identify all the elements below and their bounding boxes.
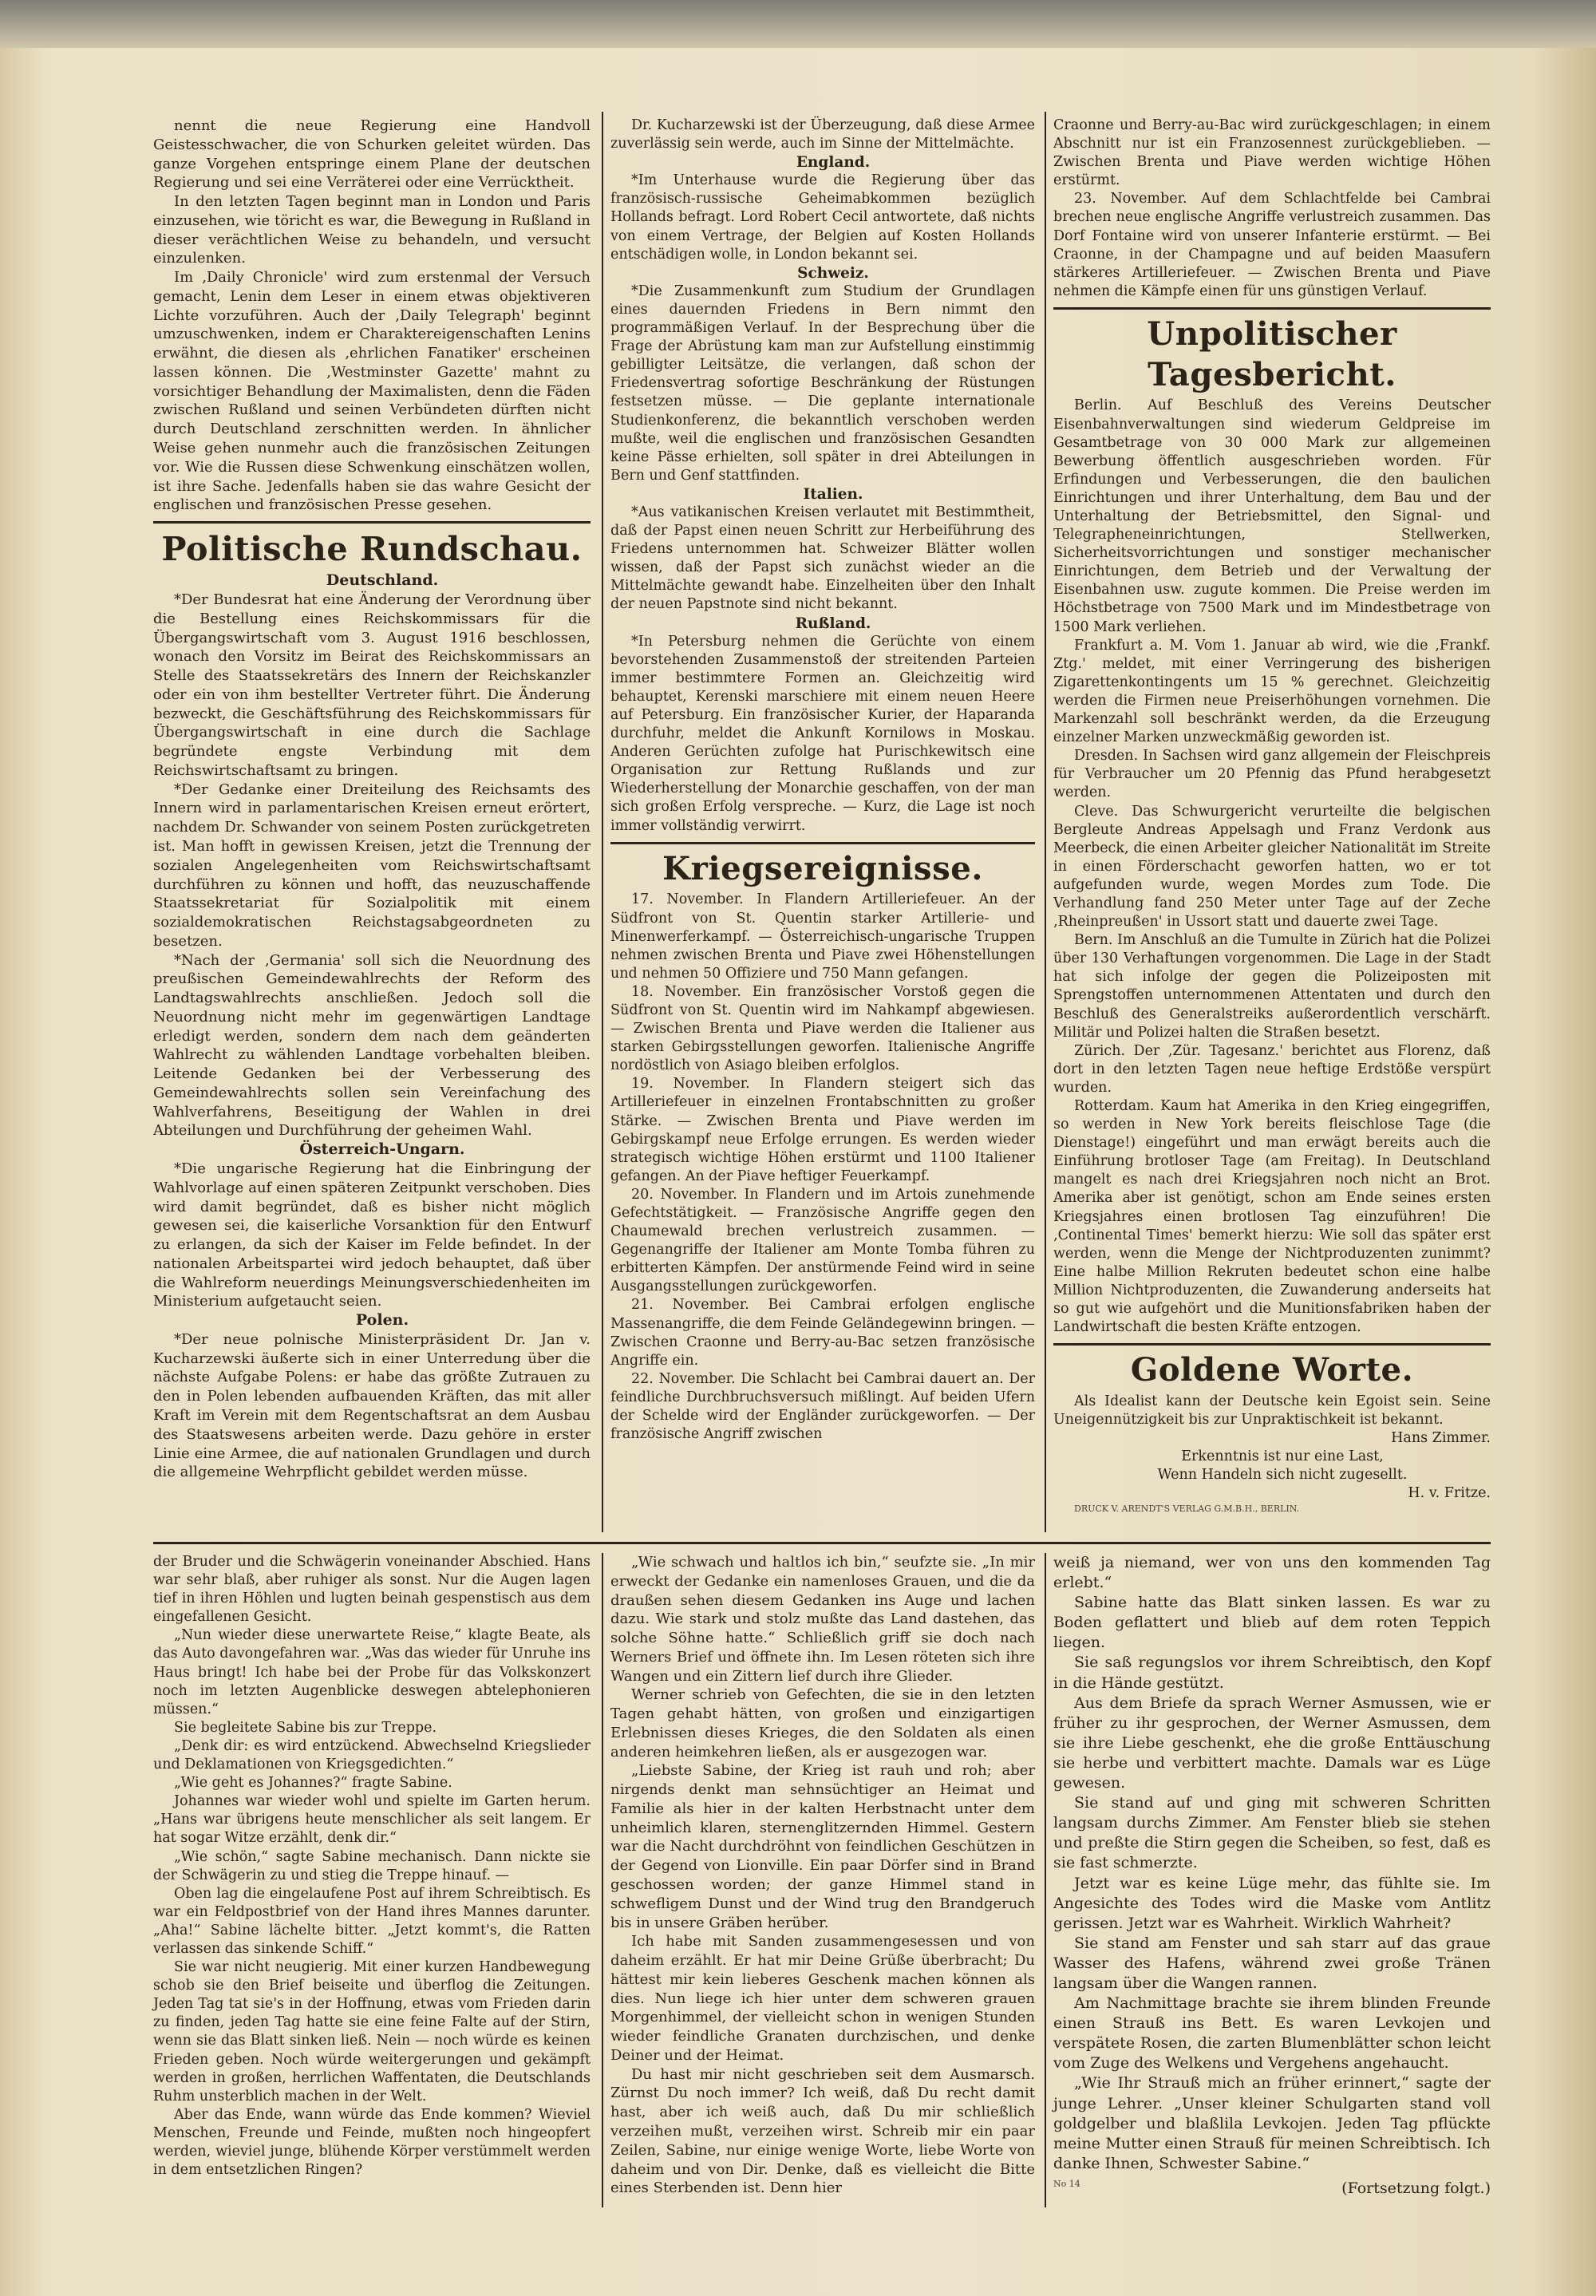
col1-para: *Der Bundesrat hat eine Änderung der Verordnung über die Bestellung eines Reichskommissars für die Übergangswirtschaft vom 3. August 1916 beschlossen, wonach den Vorsitz im Beirat des Reichskommissars an Stelle des Staatssekretärs des Innern der Reichskanzler oder ein von ihm bestellter Vertreter führt. Die Änderung bezweckt, die Geschäftsführung des Reichskommissars für Übergangswirtschaft in eine durch die Sachlage begründete engste Verbindung mit dem Reichswirtschaftsamt zu bringen. [153,591,591,779]
serial-para: Aus dem Briefe da sprach Werner Asmussen, wie er früher zu ihr gesprochen, der Werner Asmussen, dem sie ihre Liebe geschenkt, ehe die große Enttäuschung sie herbe und verbittert machte. Damals war es Lüge gewesen. [1053,1693,1491,1792]
serial-para: Jetzt war es keine Lüge mehr, das fühlte sie. Im Angesichte des Todes wird die Maske vom Antlitz gerissen. Jetzt war es Wahrheit. Wirklich Wahrheit? [1053,1874,1491,1932]
serial-para: der Bruder und die Schwägerin voneinander Abschied. Hans war sehr blaß, aber ruhiger als sonst. Nur die Augen lagen tief in ihren Höhlen und lugten beinah gespenstisch aus dem eingefallenen Gesicht. [153,1554,591,1626]
war-report: 20. November. In Flandern und im Artois zunehmende Gefechtstätigkeit. — Französische Angriffe gegen den Chaumewald brechen verlustreich zusammen. — Gegenangriffe der Italiener am Monte Tomba führen zu erbitterten Kämpfen. Der anstürmende Feind wird in seine Ausgangsstellungen zurückgeworfen. [610,1186,1035,1295]
news-item: Frankfurt a. M. Vom 1. Januar ab wird, wie die ‚Frankf. Ztg.' meldet, mit einer Verringerung des bisherigen Zigarettenkontingents um 15 % gerechnet. Gleichzeitig werden die Firmen neue Preiserhöhungen vornehmen. Die Markenzahl soll beschränkt werden, da die Erzeugung einzelner Marken unzweckmäßig geworden ist. [1053,637,1491,746]
col1-para: Im ‚Daily Chronicle' wird zum erstenmal der Versuch gemacht, Lenin dem Leser in einem etwas objektiveren Lichte vorzuführen. Auch der ‚Daily Telegraph' beginnt umzuschwenken, indem er Charaktereigenschaften Lenins erwähnt, die diesen als ‚ehrlichen Fanatiker' erscheinen lassen können. Die ‚Westminster Gazette' mahnt zu vorsichtiger Behandlung der Maximalisten, denn die Fäden zwischen Rußland und seinen Verbündeten dürften nicht durch Deutschland zerschnitten werden. In ähnlicher Weise gehen nunmehr auch die französischen Zeitungen vor. Wie die Russen diese Schwenkung einschätzen wollen, ist ihre Sache. Jedenfalls haben sie das wahre Gesicht der englischen und französischen Presse gesehen. [153,269,591,514]
serial-para: Sie stand auf und ging mit schweren Schritten langsam durchs Zimmer. Am Fenster blieb sie stehen und preßte die Stirn gegen die Scheiben, so fest, daß es sie fast schmerzte. [1053,1794,1491,1872]
war-report: 19. November. In Flandern steigert sich das Artilleriefeuer in einzelnen Frontabschnitten zu großer Stärke. — Zwischen Brenta und Piave werden im Gebirgskampf neue Erfolge errungen. Es werden wieder strategisch wichtige Höhen erstürmt und 1100 Italiener gefangen. An der Piave heftiger Feuerkampf. [610,1076,1035,1184]
column-2-upper [610,117,1035,1444]
subhead-schweiz: Schweiz. [797,264,869,282]
quote-author: Hans Zimmer. [1391,1430,1491,1447]
col2-para: *Aus vatikanischen Kreisen verlautet mit Bestimmtheit, daß der Papst einen neuen Schritt zur Herbeiführung des Friedens unternommen hat. Schweizer Blätter wollen wissen, daß der Papst sich zunächst wieder an die Mittelmächte gewandt habe. Einzelheiten über den Inhalt der neuen Papstnote sind nicht bekannt. [610,504,1035,613]
news-item: Cleve. Das Schwurgericht verurteilte die belgischen Bergleute Andreas Appelsagh und Franz Verdonk aus Meerbeck, die einen Arbeiter gleicher Nationalität im Streite in einen Förderschacht geworfen hatten, wo er tot aufgefunden wurde, wegen Mordes zum Tode. Die Verhandlung fand 250 Meter unter Tage auf der Zeche ‚Rheinpreußen' in Ussort statt und dauerte zwei Tage. [1053,803,1491,931]
quote-author: H. v. Fritze. [1408,1485,1491,1502]
subhead-england: England. [796,154,871,172]
war-report: 17. November. In Flandern Artilleriefeuer. An der Südfront von St. Quentin starker Artillerie- und Minenwerferkampf. — Österreichisch-ungarische Truppen nehmen zwischen Brenta und Piave zwei Höhenstellungen und nehmen 50 Offiziere und 750 Mann gefangen. [610,891,1035,982]
section-divider [153,1542,1491,1544]
serial-para: „Wie geht es Johannes?“ fragte Sabine. [174,1775,452,1792]
serial-para: Johannes war wieder wohl und spielte im Garten herum. „Hans war übrigens heute menschlicher als seit langem. Er hat sogar Witze erzählt, denk dir.“ [153,1793,591,1847]
serial-para: Sie war nicht neugierig. Mit einer kurzen Handbewegung schob sie den Brief beiseite und überflog die Zeitungen. Jeden Tag tat sie's in der Hoffnung, etwas vom Frieden darin zu finden, jeden Tag hatte sie eine feine Falte auf der Stirn, wenn sie das Blatt sinken ließ. Nein — noch würde es keinen Frieden geben. Noch würde weitergerungen und gekämpft werden in großen, herrlichen Waffentaten, die Deutschlands Ruhm unsterblich machen in der Welt. [153,1959,591,2104]
serial-para: Oben lag die eingelaufene Post auf ihrem Schreibtisch. Es war ein Feldpostbrief von der Hand ihres Mannes darunter. „Aha!“ Sabine lächelte bitter. „Jetzt kommt's, die Ratten verlassen das sinkende Schiff.“ [153,1885,591,1957]
news-item: Rotterdam. Kaum hat Amerika in den Krieg eingegriffen, so werden in New York bereits fleischlose Tage (die Dienstage!) eingeführt und man erwägt bereits auch die Einführung brotloser Tage (am Freitag). In Deutschland mangelt es nach drei Kriegsjahren noch nicht an Brot. Amerika aber ist genötigt, schon am Ende seines ersten Kriegsjahres einen brotlosen Tag einzuführen! Die ‚Continental Times' bemerkt hierzu: Wie soll das später erst werden, wenn die Menge der Nichtproduzenten zunimmt? Eine halbe Million Rekruten bedeutet schon eine halbe Million Nichtproduzenten, die Zuwanderung anderseits hat so gut wie aufgehört und die Munitionsfabriken haben der Landwirtschaft die besten Kräfte entzogen. [1053,1098,1491,1336]
column-1-upper [153,117,591,1482]
news-item: Bern. Im Anschluß an die Tumulte in Zürich hat die Polizei über 130 Verhaftungen vorgenommen. Die Lage in der Stadt hat sich infolge der gegen die Polizeiposten mit Sprengstoffen unternommenen Attentaten und durch den Beschluß des Generalstreiks außerordentlich verschärft. Militär und Polizei halten die Straßen besetzt. [1053,932,1491,1041]
headline-kriegsereignisse: Kriegsereignisse. [610,842,1035,890]
serial-column-2 [610,1553,1035,2198]
war-report: 22. November. Die Schlacht bei Cambrai dauert an. Der feindliche Durchbruchsversuch mißlingt. Auf beiden Ufern der Schelde wird der Engländer zurückgeworfen. — Der französische Angriff zwischen [610,1370,1035,1443]
column-rule [1045,112,1046,1532]
printer-imprint: DRUCK V. ARENDT'S VERLAG G.M.B.H., BERLIN. [1074,1503,1300,1514]
serial-para: „Liebste Sabine, der Krieg ist rauh und roh; aber nirgends denkt man sehnsüchtiger an Heimat und Familie als hier in der kalten Herbstnacht unter dem unheimlich klaren, sternenglitzernden Himmel. Gestern war die Nacht durchdröhnt von feindlichen Geschützen in der Gegend von Lionville. Ein paar Dörfer sind in Brand geschossen worden; der ganze Himmel stand in schwefligem Dunst und der Wind trug den Brandgeruch bis in unsere Gräben herüber. [610,1762,1035,1931]
verse-line: Wenn Handeln sich nicht zugesellt. [1157,1467,1408,1484]
serial-para: Ich habe mit Sanden zusammengesessen und von daheim erzählt. Er hat mir Deine Grüße überbracht; Du hättest mir kein lieberes Geschenk machen können als dies. Nun liege ich hier unter dem schweren grauen Morgenhimmel, der vielleicht schon in wenigen Stunden wieder feindliche Granaten durchzischen, und denke Deiner und der Heimat. [610,1933,1035,2064]
serial-para: „Wie schön,“ sagte Sabine mechanisch. Dann nickte sie der Schwägerin zu und stieg die Treppe hinauf. — [153,1848,591,1883]
continuation-note: (Fortsetzung folgt.) [1341,2179,1491,2197]
news-item: Dresden. In Sachsen wird ganz allgemein der Fleischpreis für Verbraucher um 20 Pfennig das Pfund herabgesetzt werden. [1053,748,1491,801]
serial-footer [1053,2179,1491,2199]
column-rule [1045,1553,1046,2207]
war-report: 23. November. Auf dem Schlachtfelde bei Cambrai brechen neue englische Angriffe verlustreich zusammen. Das Dorf Fontaine wird von unserer Infanterie erstürmt. — Bei Craonne, in der Champagne und auf beiden Maasufern stärkeres Artilleriefeuer. — Zwischen Brenta und Piave nehmen die Kämpfe einen für uns günstigen Verlauf. [1053,191,1491,299]
serial-para: Werner schrieb von Gefechten, die sie in den letzten Tagen gehabt hätten, von großen und einzigartigen Erlebnissen dieses Krieges, die den Soldaten als einen anderen heimkehren ließen, als er ausgezogen war. [610,1686,1035,1761]
serial-para: Du hast mir nicht geschrieben seit dem Ausmarsch. Zürnst Du noch immer? Ich weiß, daß Du recht damit hast, aber ich weiß auch, daß Du mir schließlich verzeihen mußt, verzeihen wirst. Schreib mir ein paar Zeilen, Sabine, nur einige wenige Worte, liebe Worte von daheim und von Dir. Denke, daß es vielleicht die Bitte eines Sterbenden ist. Denn hier [610,2065,1035,2197]
subhead-italien: Italien. [803,485,863,503]
serial-para: Sie stand am Fenster und sah starr auf das graue Wasser des Hafens, während zwei große Tränen langsam über die Wangen rannen. [1053,1934,1491,1992]
serial-para: Aber das Ende, wann würde das Ende kommen? Wieviel Menschen, Freunde und Feinde, mußten noch hingeopfert werden, wieviel junge, blühende Körper verstümmelt werden in dem entsetzlichen Ringen? [153,2106,591,2179]
serial-para: „Wie Ihr Strauß mich an früher erinnert,“ sagte der junge Lehrer. „Unser kleiner Schulgarten stand voll goldgelber und blaßlila Levkojen. Jeden Tag pflückte meine Mutter einen Strauß für meinen Schreibtisch. Ich danke Ihnen, Schwester Sabine.“ [1053,2074,1491,2172]
col1-para: nennt die neue Regierung eine Handvoll Geistesschwacher, die von Schurken geleitet würden. Das ganze Vorgehen entspringe einem Plane der deutschen Regierung und sei eine Verräterei oder eine Verrücktheit. [153,117,591,192]
subhead-deutschland: Deutschland. [326,571,439,590]
issue-number: No 14 [1053,2178,1080,2189]
serial-para: Sie saß regungslos vor ihrem Schreibtisch, den Kopf in die Hände gestützt. [1053,1654,1491,1692]
war-report: 21. November. Bei Cambrai erfolgen englische Massenangriffe, die dem Feinde Geländegewinn bringen. — Zwischen Craonne und Berry-au-Bac setzen französische Angriffe ein. [610,1297,1036,1369]
subhead-oesterreich-ungarn: Österreich-Ungarn. [299,1140,465,1159]
column-rule [602,112,603,1532]
serial-para: „Wie schwach und haltlos ich bin,“ seufzte sie. „In mir erweckt der Gedanke ein namenloses Grauen, und die da draußen sehen diesem Gedanken ins Auge und lachen dazu. Wie stark und stolz mußte das Land dastehen, das solche Söhne hatte.“ Schließlich griff sie doch nach Werners Brief und öffnete ihn. Im Lesen röteten sich ihre Wangen und ein Zittern lief durch ihre Glieder. [610,1554,1035,1685]
col3-para: Craonne und Berry-au-Bac wird zurückgeschlagen; in einem Abschnitt nur ist ein Franzosennest zurückgeblieben. — Zwischen Brenta und Piave werden wichtige Höhen erstürmt. [1053,117,1491,189]
col1-para: *Der neue polnische Ministerpräsident Dr. Jan v. Kucharzewski äußerte sich in einer Unterredung über die nächste Aufgabe Polens: er habe das größte Zutrauen zu den in Polen lebenden aufbauenden Kräften, das mit aller Kraft im Verein mit dem Regentschaftsrat an dem Ausbau des Staatswesens arbeiten werde. Dazu gehöre in erster Linie eine Armee, die auf nationalen Grundlagen und durch die allgemeine Wehrpflicht gebildet werden müsse. [153,1330,591,1481]
column-3-upper [1053,117,1491,1515]
quote: Als Idealist kann der Deutsche kein Egoist sein. Seine Uneigennützigkeit bis zur Unpraktischkeit ist bekannt. [1053,1393,1491,1429]
col1-para: In den letzten Tagen beginnt man in London und Paris einzusehen, wie töricht es war, die Bewegung in Rußland in dieser verächtlichen Weise zu behandeln, und versucht einzulenken. [153,193,591,267]
war-report: 18. November. Ein französischer Vorstoß gegen die Südfront von St. Quentin wird im Nahkampf abgewiesen. — Zwischen Brenta und Piave werden die Italiener aus starken Gebirgsstellungen geworfen. Italienische Angriffe nordöstlich von Asiago bleiben erfolglos. [610,983,1035,1074]
serial-para: weiß ja niemand, wer von uns den kommenden Tag erlebt.“ [1053,1554,1491,1592]
column-rule [602,1553,603,2207]
col1-para: *Der Gedanke einer Dreiteilung des Reichsamts des Innern wird in parlamentarischen Kreisen erneut erörtert, nachdem Dr. Schwander von seinem Posten zurückgetreten ist. Man hofft in gewissen Kreisen, jetzt die Trennung der sozialen Angelegenheiten vom Reichswirtschaftsamt durchführen zu können und hofft, das neuzuschaffende Staatssekretariat für Sozialpolitik mit einem sozialdemokratischen Reichstagsabgeordneten zu besetzen. [153,780,591,950]
page-top-edge [0,0,1596,48]
headline-goldene-worte: Goldene Worte. [1053,1343,1491,1391]
col2-para: *In Petersburg nehmen die Gerüchte von einem bevorstehenden Zusammenstoß der streitenden Parteien immer bestimmtere Formen an. Gleichzeitig wird behauptet, Kerenski marschiere mit einem neuen Heere auf Petersburg. Ein französischer Kurier, der Haparanda durchfuhr, meldet die Ankunft Kornilows in Moskau. Anderen Gerüchten zufolge hat Purischkewitsch eine Organisation zur Rettung Rußlands und zur Wiederherstellung der Monarchie geschaffen, von der man sich großen Erfolg verspreche. — Kurz, die Lage ist noch immer vollständig verwirrt. [610,633,1035,834]
serial-para: „Nun wieder diese unerwartete Reise,“ klagte Beate, als das Auto davongefahren war. „Was das wieder für Unruhe ins Haus bringt! Ich habe bei der Probe für das Volkskonzert noch im letzten Augenblicke deswegen abtelephonieren müssen.“ [153,1627,591,1717]
serial-para: Am Nachmittage brachte sie ihrem blinden Freunde einen Strauß ins Bett. Es waren Levkojen und verspätete Rosen, die zarten Blumenblätter schon leicht vom Zuge des Welkens und Vergehens angehaucht. [1053,1994,1491,2073]
serial-para: Sabine hatte das Blatt sinken lassen. Es war zu Boden geflattert und blieb auf dem roten Teppich liegen. [1053,1594,1491,1652]
serial-column-3 [1053,1553,1491,2199]
col2-para: Dr. Kucharzewski ist der Überzeugung, daß diese Armee zuverlässig sein werde, auch im Sinne der Mittelmächte. [610,117,1035,152]
headline-politische-rundschau: Politische Rundschau. [153,521,591,570]
serial-column-1 [153,1553,591,2179]
headline-unpolitischer-tagesbericht: Unpolitischer Tagesbericht. [1053,307,1491,396]
news-item: Zürich. Der ‚Zür. Tagesanz.' berichtet aus Florenz, daß dort in den letzten Tagen neue heftige Erdstöße verspürt wurden. [1053,1042,1491,1096]
serial-para: Sie begleitete Sabine bis zur Treppe. [174,1719,437,1736]
subhead-russland: Rußland. [795,615,871,632]
col2-para: *Im Unterhause wurde die Regierung über das französisch-russische Geheimabkommen bezüglich Hollands befragt. Lord Robert Cecil antwortete, daß nichts von einem Vertrage, der Belgien auf Kosten Hollands entschädigen wolle, in London bekannt sei. [610,172,1035,263]
col1-para: *Nach der ‚Germania' soll sich die Neuordnung des preußischen Gemeindewahlrechts der Reform des Landtagswahlrechts anschließen. Jedoch soll die Neuordnung nicht mehr im gegenwärtigen Landtage erledigt werden, sondern dem nach dem geänderten Wahlrecht zu wählenden Landtage vorbehalten bleiben. Leitende Gedanken bei der Verbesserung des Gemeindewahlrechts sollen sein Vereinfachung des Wahlverfahrens, Beseitigung der Wahlen in drei Abteilungen und Durchführung der geheimen Wahl. [153,951,591,1140]
verse-line: Erkenntnis ist nur eine Last, [1181,1448,1384,1465]
subhead-polen: Polen. [355,1311,409,1330]
serial-para: „Denk dir: es wird entzückend. Abwechselnd Kriegslieder und Deklamationen von Kriegsgedichten.“ [153,1737,591,1773]
news-item: Berlin. Auf Beschluß des Vereins Deutscher Eisenbahnverwaltungen sind wiederum Geldpreise im Gesamtbetrage von 30 000 Mark zur allgemeinen Bewerbung öffentlich ausgeschrieben worden. Für Erfindungen und Verbesserungen, die den baulichen Einrichtungen und ihrer Unterhaltung, dem Bau und der Unterhaltung der Betriebsmittel, den Signal- und Telegrapheneinrichtungen, Stellwerken, Sicherheitsvorrichtungen und sonstiger mechanischer Einrichtungen, dem Betrieb und der Verwaltung der Eisenbahnen usw. zugute kommen. Die Preise werden im Höchstbetrage von 7500 Mark und im Mindestbetrage von 1500 Mark verliehen. [1053,397,1491,635]
col1-para: *Die ungarische Regierung hat die Einbringung der Wahlvorlage auf einen späteren Zeitpunkt verschoben. Dies wird damit begründet, daß es bisher nicht möglich gewesen sei, die kaiserliche Vorsanktion für den Entwurf zu erlangen, da sich der Kaiser im Felde befindet. In der nationalen Arbeitspartei wird jedoch behauptet, daß über die Wahlreform neuerdings Meinungsverschiedenheiten im Ministerium aufgetaucht seien. [153,1160,591,1310]
col2-para: *Die Zusammenkunft zum Studium der Grundlagen eines dauernden Friedens in Bern nimmt den programmäßigen Verlauf. In der Besprechung über die Frage der Abrüstung kam man zur Aufstellung einstimmig gebilligter Leitsätze, die verlangen, daß schon der Friedensvertrag sofortige Beschränkung der Rüstungen festsetzen müsse. — Die geplante internationale Studienkonferenz, die bekanntlich verschoben werden mußte, weil die englischen und französischen Gesandten keine Pässe erhielten, soll später in drei Abteilungen in Bern und Genf stattfinden. [610,283,1035,484]
